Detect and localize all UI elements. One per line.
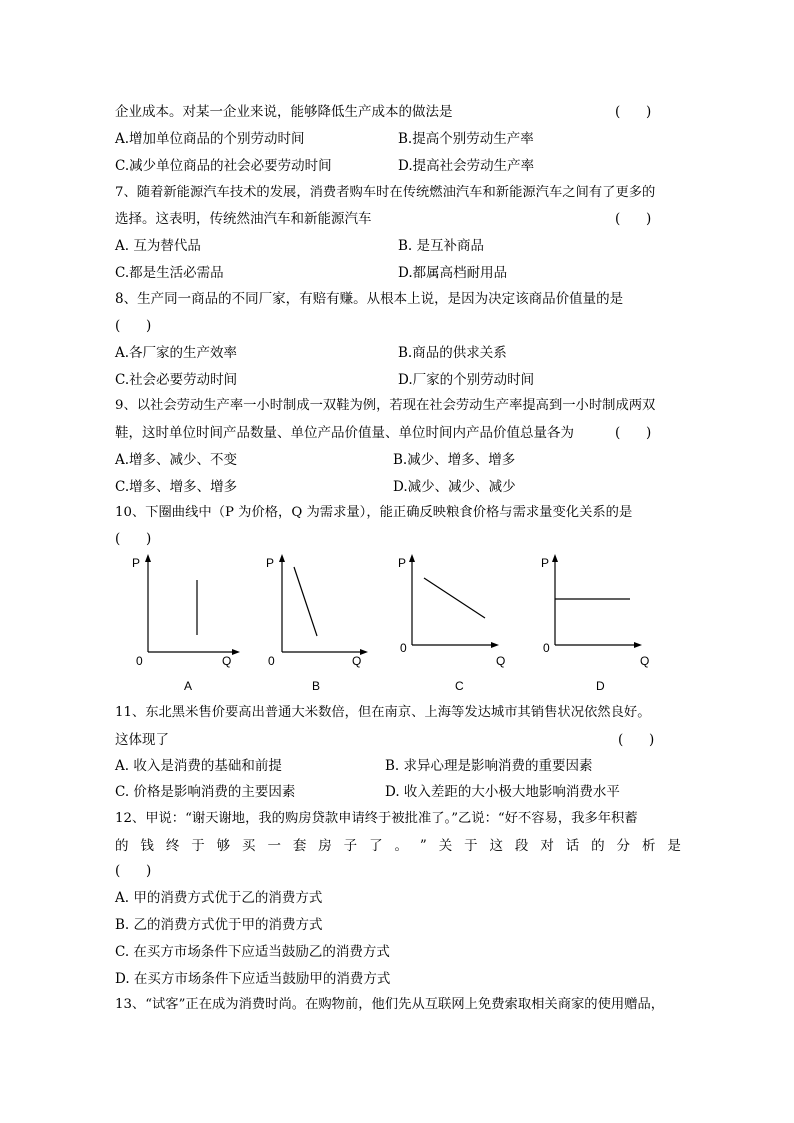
q11-stem-line1: 11、东北黑米售价要高出普通大米数倍，但在南京、上海等发达城市其销售状况依然良好。 — [115, 705, 651, 720]
q12-char: 终 — [165, 838, 180, 854]
graph-b-p-arrow — [279, 554, 285, 562]
q8-option-b: B.商品的供求关系 — [398, 345, 507, 361]
q12-option-c: C. 在买方市场条件下应适当鼓励乙的消费方式 — [115, 944, 390, 960]
q10-graph-a — [118, 550, 258, 695]
graph-c-caption: C — [455, 679, 464, 693]
q12-char: 钱 — [140, 838, 154, 854]
q11-option-d: D. 收入差距的大小极大地影响消费水平 — [385, 784, 620, 800]
q6-option-d: D.提高社会劳动生产率 — [398, 158, 535, 174]
graph-d-q-arrow — [634, 642, 642, 648]
q9-option-b: B.减少、增多、增多 — [393, 452, 516, 468]
q12-char: 是 — [667, 838, 681, 854]
q11-option-a: A. 收入是消费的基础和前提 — [115, 758, 282, 774]
q12-char: 一 — [267, 838, 281, 854]
q6-answer-paren: ( ) — [615, 104, 652, 120]
q10-stem-line1: 10、下圈曲线中（P 为价格，Q 为需求量），能正确反映粮食价格与需求量变化关系的是 — [115, 505, 633, 520]
graph-b-caption: B — [312, 679, 321, 693]
q8-stem-line1: 8、生产同一商品的不同厂家，有赔有赚。从根本上说，是因为决定该商品价值量的是 — [115, 291, 624, 307]
q7-option-d: D.都属高档耐用品 — [398, 265, 508, 281]
graph-c-q-label: Q — [496, 654, 506, 668]
q6-option-b: B.提高个别劳动生产率 — [398, 131, 534, 147]
graph-b-q-label: Q — [352, 654, 362, 668]
q10-graph-d — [538, 550, 663, 695]
q12-answer-paren: ( ) — [115, 863, 152, 879]
q13-stem-line1: 13、“试客”正在成为消费时尚。在购物前，他们先从互联网上免费索取相关商家的使用赠品， — [115, 997, 665, 1012]
graph-a-q-arrow — [232, 649, 240, 655]
q12-char: 子 — [343, 838, 358, 854]
graph-d-origin-label: 0 — [543, 641, 550, 655]
q12-char: 买 — [242, 838, 256, 854]
q7-stem-line1: 7、随着新能源汽车技术的发展，消费者购车时在传统燃油汽车和新能源汽车之间有了更多的 — [115, 185, 656, 200]
q11-option-b: B. 求异心理是影响消费的重要因素 — [385, 758, 593, 774]
q11-answer-paren: ( ) — [618, 732, 655, 748]
graph-c-p-label: P — [398, 556, 407, 570]
q8-answer-paren: ( ) — [115, 318, 152, 334]
graph-d-caption: D — [596, 679, 605, 693]
graph-d-p-arrow — [552, 554, 558, 562]
q9-option-d: D.减少、减少、减少 — [393, 479, 516, 495]
q12-char: 对 — [540, 838, 554, 854]
q12-char: 够 — [216, 838, 231, 854]
q10-graph-c — [395, 550, 520, 695]
q12-char: 这 — [489, 838, 503, 854]
q12-char: 的 — [591, 838, 605, 854]
q10-graph-b — [262, 550, 382, 695]
graph-d-p-label: P — [541, 556, 550, 570]
graph-c-curve — [424, 578, 485, 618]
q12-char: ” — [419, 838, 427, 854]
q12-char: 关 — [438, 838, 453, 854]
graph-c-q-arrow — [491, 642, 499, 648]
q12-stem-line2 — [115, 837, 681, 855]
q12-option-d: D. 在买方市场条件下应适当鼓励甲的消费方式 — [115, 971, 391, 987]
q8-option-a: A.各厂家的生产效率 — [115, 345, 238, 361]
q12-char: 的 — [115, 838, 129, 854]
graph-b-origin-label: 0 — [268, 654, 275, 668]
graph-c-p-arrow — [409, 554, 415, 562]
graph-a-caption: A — [184, 679, 193, 693]
graph-d-q-label: Q — [640, 654, 650, 668]
q12-char: 分 — [616, 838, 631, 854]
graph-a-p-arrow — [145, 554, 151, 562]
q12-option-a: A. 甲的消费方式优于乙的消费方式 — [115, 890, 323, 906]
q6-option-c: C.减少单位商品的社会必要劳动时间 — [115, 158, 332, 174]
graph-a-p-label: P — [132, 556, 141, 570]
q12-char: 段 — [514, 838, 529, 854]
q9-answer-paren: ( ) — [615, 425, 652, 441]
q7-stem-line2: 选择。这表明，传统然油汽车和新能源汽车 — [115, 211, 372, 227]
q12-char: 于 — [191, 838, 205, 854]
q12-char: 话 — [565, 838, 580, 854]
q12-char: 。 — [394, 838, 408, 854]
graph-a-origin-label: 0 — [136, 654, 143, 668]
q12-char: 套 — [292, 838, 307, 854]
q7-option-a: A. 互为替代品 — [115, 238, 201, 254]
q12-char: 了 — [369, 838, 383, 854]
q8-option-c: C.社会必要劳动时间 — [115, 372, 238, 388]
q9-stem-line2: 鞋，这时单位时间产品数量、单位产品价值量、单位时间内产品价值总量各为 — [115, 425, 574, 441]
graph-a-q-label: Q — [222, 654, 232, 668]
q9-option-c: C.增多、增多、增多 — [115, 479, 238, 495]
graph-b-curve — [294, 567, 317, 636]
q12-option-b: B. 乙的消费方式优于甲的消费方式 — [115, 917, 323, 933]
graph-c-origin-label: 0 — [400, 641, 407, 655]
q11-option-c: C. 价格是影响消费的主要因素 — [115, 784, 296, 800]
q6-stem: 企业成本。对某一企业来说，能够降低生产成本的做法是 — [115, 104, 453, 120]
q12-char: 房 — [318, 838, 332, 854]
q10-answer-paren: ( ) — [115, 531, 152, 547]
q6-option-a: A.增加单位商品的个别劳动时间 — [115, 131, 305, 147]
q12-stem-line1: 12、甲说：“谢天谢地，我的购房贷款申请终于被批准了。”乙说：“好不容易，我多年积蓄 — [115, 811, 638, 826]
q12-char: 于 — [464, 838, 478, 854]
q11-stem-line2: 这体现了 — [115, 732, 169, 748]
q7-answer-paren: ( ) — [615, 211, 652, 227]
q9-stem-line1: 9、以社会劳动生产率一小时制成一双鞋为例，若现在社会劳动生产率提高到一小时制成两双 — [115, 398, 656, 413]
q7-option-c: C.都是生活必需品 — [115, 265, 224, 281]
q12-char: 析 — [641, 838, 656, 854]
q7-option-b: B. 是互补商品 — [398, 238, 485, 254]
q9-option-a: A.增多、减少、不变 — [115, 452, 238, 468]
graph-b-p-label: P — [266, 556, 275, 570]
q8-option-d: D.厂家的个别劳动时间 — [398, 372, 535, 388]
